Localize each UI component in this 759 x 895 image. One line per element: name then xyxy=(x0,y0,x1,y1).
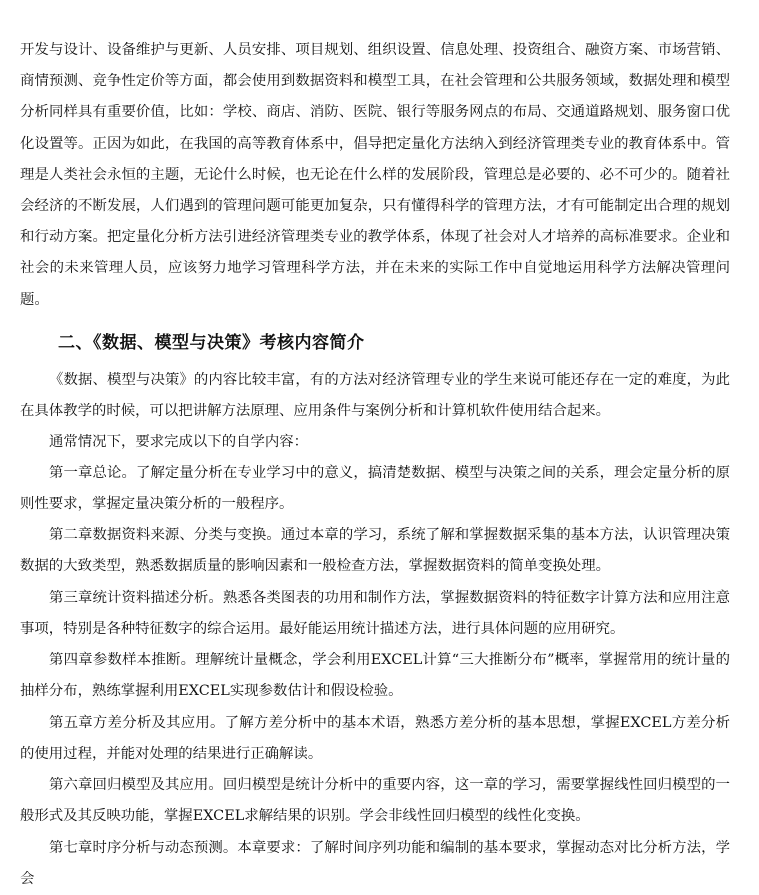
chapter-3-paragraph: 第三章统计资料描述分析。熟悉各类图表的功用和制作方法，掌握数据资料的特征数字计算方法和应用注意事项，特别是各种特征数字的综合运用。最好能运用统计描述方法，进行具体问题的应用研究。 xyxy=(20,590,730,638)
intro-paragraph: 开发与设计、设备维护与更新、人员安排、项目规划、组织设置、信息处理、投资组合、融资方案、市场营销、商情预测、竞争性定价等方面，都会使用到数据资料和模型工具，在社会管理和公共服务领域，数据处理和模型分析同样具有重要价值，比如：学校、商店、消防、医院、银行等服务网点的布局、交通道路规划、服务窗口优化设置等。正因为如此，在我国的高等教育体系中，倡导把定量化方法纳入到经济管理类专业的教育体系中。管理是人类社会永恒的主题，无论什么时候，也无论在什么样的发展阶段，管理总是必要的、必不可少的。随着社会经济的不断发展，人们遇到的管理问题可能更加复杂，只有懂得科学的管理方法，才有可能制定出合理的规划和行动方案。把定量化分析方法引进经济管理类专业的教学体系，体现了社会对人才培养的高标准要求。企业和社会的未来管理人员，应该努力地学习管理科学方法，并在未来的实际工作中自觉地运用科学方法解决管理问题。 xyxy=(20,42,730,308)
chapter-5-paragraph: 第五章方差分析及其应用。了解方差分析中的基本术语，熟悉方差分析的基本思想，掌握EXCEL方差分析的使用过程，并能对处理的结果进行正确解读。 xyxy=(20,715,730,763)
self-study-intro: 通常情况下，要求完成以下的自学内容： xyxy=(49,434,309,450)
section-intro-paragraph: 《数据、模型与决策》的内容比较丰富，有的方法对经济管理专业的学生来说可能还存在一定的难度，为此在具体教学的时候，可以把讲解方法原理、应用条件与案例分析和计算机软件使用结合起来。 xyxy=(20,372,730,420)
chapter-4-paragraph: 第四章参数样本推断。理解统计量概念，学会利用EXCEL计算“三大推断分布”概率，掌握常用的统计量的抽样分布，熟练掌握利用EXCEL实现参数估计和假设检验。 xyxy=(20,652,730,700)
chapter-7-paragraph: 第七章时序分析与动态预测。本章要求：了解时间序列功能和编制的基本要求，掌握动态对比分析方法，学会 xyxy=(20,840,730,888)
chapter-2-paragraph: 第二章数据资料来源、分类与变换。通过本章的学习，系统了解和掌握数据采集的基本方法，认识管理决策数据的大致类型，熟悉数据质量的影响因素和一般检查方法，掌握数据资料的简单变换处理。 xyxy=(20,527,730,575)
chapter-1-paragraph: 第一章总论。了解定量分析在专业学习中的意义，搞清楚数据、模型与决策之间的关系，理会定量分析的原则性要求，掌握定量决策分析的一般程序。 xyxy=(20,465,730,513)
chapter-6-paragraph: 第六章回归模型及其应用。回归模型是统计分析中的重要内容，这一章的学习，需要掌握线性回归模型的一般形式及其反映功能，掌握EXCEL求解结果的识别。学会非线性回归模型的线性化变换。 xyxy=(20,777,730,825)
section-heading: 二、《数据、模型与决策》考核内容简介 xyxy=(58,333,365,353)
